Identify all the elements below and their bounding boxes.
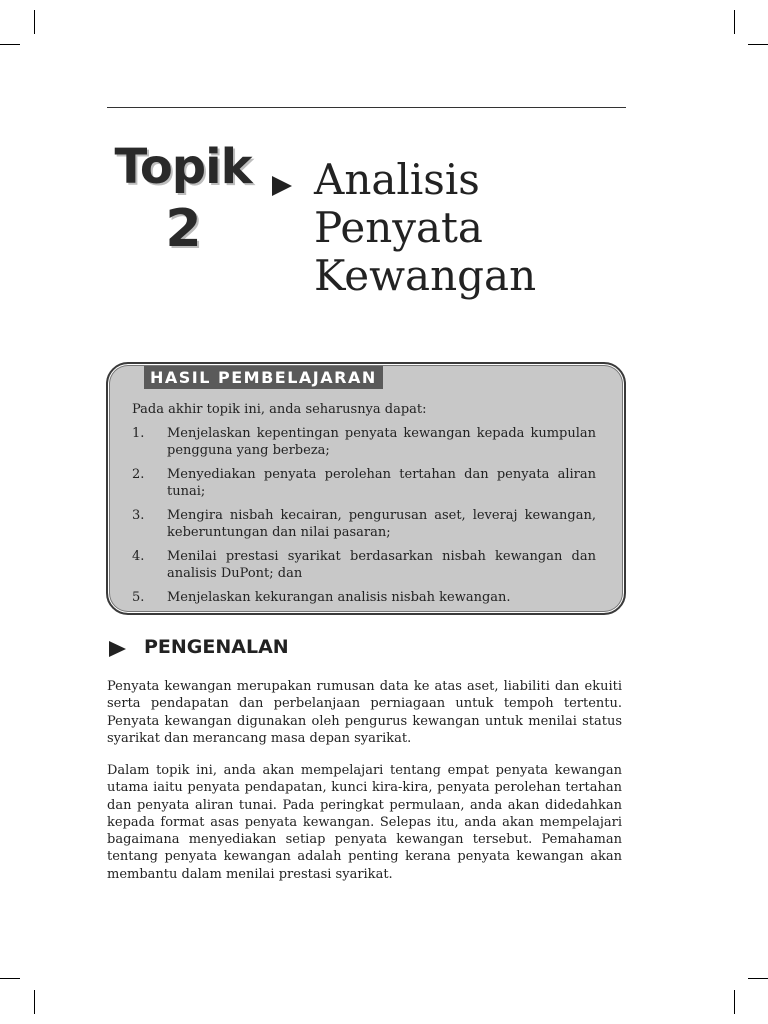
- list-item: [132, 466, 596, 500]
- chapter-title: [314, 156, 634, 300]
- triangle-right-icon: [109, 641, 126, 657]
- crop-mark: [34, 10, 35, 34]
- list-item: [132, 507, 596, 541]
- triangle-right-icon: [272, 176, 292, 196]
- crop-mark: [734, 10, 735, 34]
- list-item-number: 1.: [132, 426, 145, 441]
- crop-mark: [0, 44, 20, 45]
- body-paragraph: Penyata kewangan merupakan rumusan data ke atas aset, liabiliti dan ekuiti serta pendapatan dan perbelanjaan perniagaan untuk tempoh tertentu. Penyata kewangan digunakan oleh pengurus kewangan untuk menilai status syarikat dan merancang masa depan syarikat.: [107, 679, 622, 746]
- learning-outcomes-intro: Pada akhir topik ini, anda seharusnya dapat:: [132, 402, 427, 417]
- crop-mark: [34, 990, 35, 1014]
- list-item-text: Menjelaskan kekurangan analisis nisbah kewangan.: [167, 590, 511, 605]
- list-item-text: Menjelaskan kepentingan penyata kewangan kepada kumpulan pengguna yang berbeza;: [167, 426, 596, 458]
- learning-outcomes-box: [106, 362, 626, 615]
- learning-outcomes-header: HASIL PEMBELAJARAN: [144, 366, 383, 389]
- learning-outcomes-list: [132, 425, 596, 613]
- list-item: [132, 548, 596, 582]
- title-line: Kewangan: [314, 251, 537, 300]
- list-item: [132, 425, 596, 459]
- list-item-number: 4.: [132, 549, 145, 564]
- body-paragraph: Dalam topik ini, anda akan mempelajari tentang empat penyata kewangan utama iaitu penyata pendapatan, kunci kira-kira, penyata perolehan tertahan dan penyata aliran tunai. Pada peringkat permulaan, anda akan didedahkan kepada format asas penyata kewangan. Selepas itu, anda akan mempelajari bagaimana menyediakan setiap penyata kewangan tersebut. Pemahaman tentang penyata kewangan adalah penting kerana penyata kewangan akan membantu dalam menilai prestasi syarikat.: [107, 763, 622, 882]
- topic-label: [108, 139, 258, 259]
- list-item-text: Menilai prestasi syarikat berdasarkan nisbah kewangan dan analisis DuPont; dan: [167, 549, 596, 581]
- list-item-number: 2.: [132, 467, 145, 482]
- topic-number: 2: [165, 199, 201, 259]
- list-item-number: 5.: [132, 590, 145, 605]
- list-item-number: 3.: [132, 508, 145, 523]
- section-heading: PENGENALAN: [144, 636, 289, 658]
- list-item: [132, 589, 596, 606]
- list-item-text: Menyediakan penyata perolehan tertahan dan penyata aliran tunai;: [167, 467, 596, 499]
- crop-mark: [734, 990, 735, 1014]
- header-rule: [107, 107, 626, 108]
- title-line: Penyata: [314, 203, 483, 252]
- list-item-text: Mengira nisbah kecairan, pengurusan aset, leveraj kewangan, keberuntungan dan nilai pasaran;: [167, 508, 596, 540]
- title-line: Analisis: [314, 155, 480, 204]
- crop-mark: [748, 978, 768, 979]
- crop-mark: [748, 44, 768, 45]
- topic-word: Topik: [114, 139, 252, 195]
- crop-mark: [0, 978, 20, 979]
